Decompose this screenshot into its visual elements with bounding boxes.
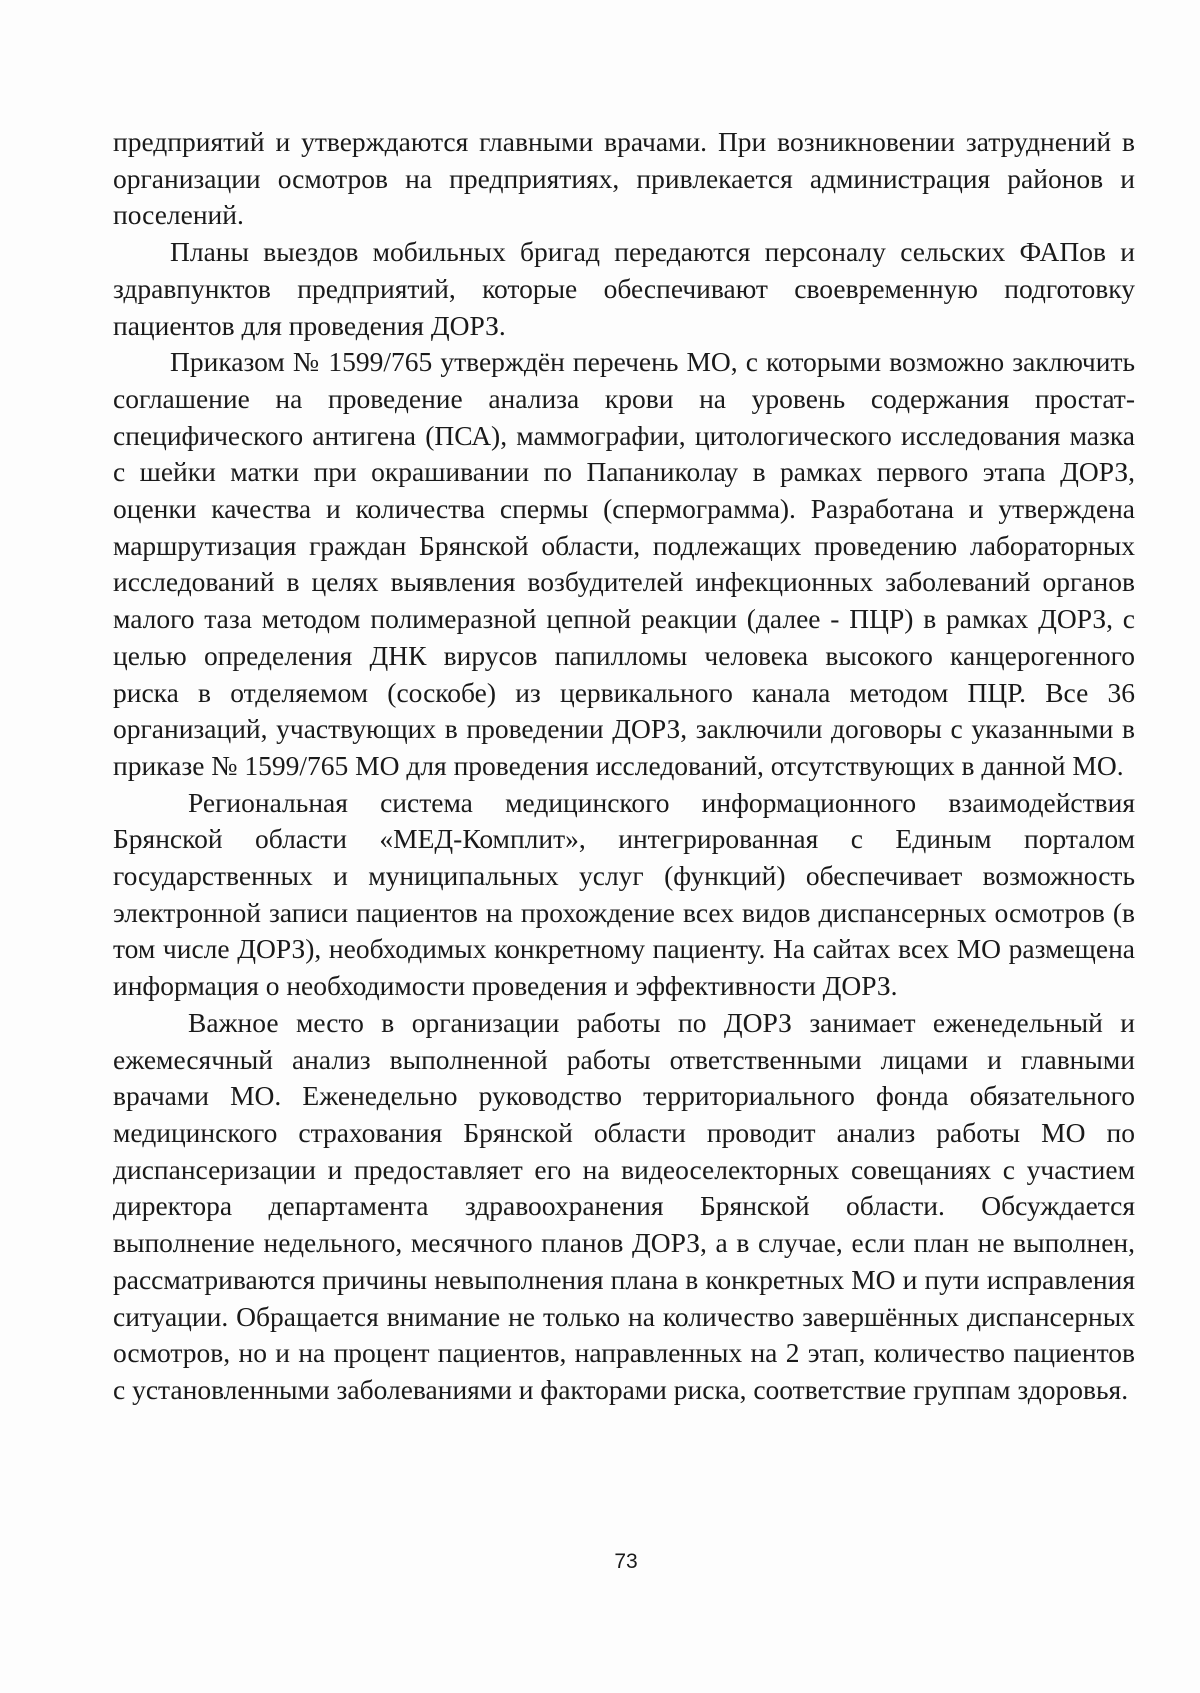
page-number: 73 [614, 1550, 638, 1573]
paragraph-2: Планы выездов мобильных бригад передаются персоналу сельских ФАПов и здравпунктов предприятий, которые обеспечивают своевременную подготовку пациентов для проведения ДОРЗ. [113, 236, 1135, 341]
paragraph-3: Приказом № 1599/765 утверждён перечень МО, с которыми возможно заключить соглашение на проведение анализа крови на уровень содержания простат-специфического антигена (ПСА), маммографии, цитологического исследования мазка с шейки матки при окрашивании по Папаниколау в рамках первого этапа ДОРЗ, оценки качества и количества спермы (спермограмма). Разработана и утверждена маршрутизация граждан Брянской области, подлежащих проведению лабораторных исследований в целях выявления возбудителей инфекционных заболеваний органов малого таза методом полимеразной цепной реакции (далее - ПЦР) в рамках ДОРЗ, с целью определения ДНК вирусов папилломы человека высокого канцерогенного риска в отделяемом (соскобе) из цервикального канала методом ПЦР. Все 36 организаций, участвующих в проведении ДОРЗ, заключили договоры с указанными в приказе № 1599/765 МО для проведения исследований, отсутствующих в данной МО. [113, 346, 1135, 781]
paragraph-5: Важное место в организации работы по ДОРЗ занимает еженедельный и ежемесячный анализ выполненной работы ответственными лицами и главными врачами МО. Еженедельно руководство территориального фонда обязательного медицинского страхования Брянской области проводит анализ работы МО по диспансеризации и предоставляет его на видеоселекторных совещаниях с участием директора департамента здравоохранения Брянской области. Обсуждается выполнение недельного, месячного планов ДОРЗ, а в случае, если план не выполнен, рассматриваются причины невыполнения плана в конкретных МО и пути исправления ситуации. Обращается внимание не только на количество завершённых диспансерных осмотров, но и на процент пациентов, направленных на 2 этап, количество пациентов с установленными заболеваниями и факторами риска, соответствие группам здоровья. [113, 1006, 1135, 1405]
paragraph-1: предприятий и утверждаются главными врачами. При возникновении затруднений в организации осмотров на предприятиях, привлекается администрация районов и поселений. [113, 126, 1135, 231]
body-text [113, 124, 1135, 1409]
paragraph-4: Региональная система медицинского информационного взаимодействия Брянской области «МЕД-Комплит», интегрированная с Единым порталом государственных и муниципальных услуг (функций) обеспечивает возможность электронной записи пациентов на прохождение всех видов диспансерных осмотров (в том числе ДОРЗ), необходимых конкретному пациенту. На сайтах всех МО размещена информация о необходимости проведения и эффективности ДОРЗ. [113, 786, 1135, 1002]
